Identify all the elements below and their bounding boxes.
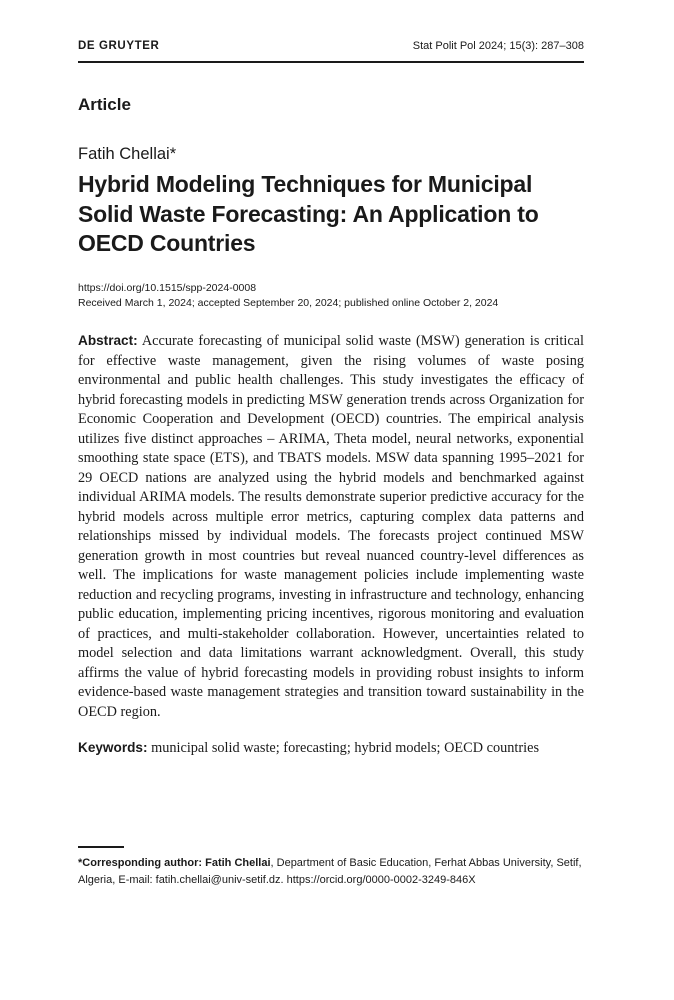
- running-header: [78, 40, 584, 60]
- publication-dates: Received March 1, 2024; accepted September 20, 2024; published online October 2, 2024: [78, 297, 499, 309]
- publisher-name: DE GRUYTER: [78, 40, 160, 52]
- journal-citation: Stat Polit Pol 2024; 15(3): 287–308: [412, 40, 584, 52]
- article-page: [78, 0, 584, 1000]
- article-meta: [78, 281, 498, 311]
- header-rule: [78, 61, 584, 63]
- keywords-label: Keywords:: [78, 740, 148, 755]
- author-name: Fatih Chellai*: [78, 145, 177, 163]
- abstract: [78, 331, 584, 722]
- abstract-text: Accurate forecasting of municipal solid waste (MSW) generation is critical for effective waste management, given the rising volumes of waste posing environmental and public health challenges. This study investigates the efficacy of hybrid forecasting models in predicting MSW generation trends across Organization for Economic Cooperation and Development (OECD) countries. The empirical analysis utilizes five distinct approaches – ARIMA, Theta model, neural networks, exponential smoothing state space (ETS), and TBATS models. MSW data spanning 1995–2021 for 29 OECD nations are analyzed using the hybrid models and benchmarked against individual ARIMA models. The results demonstrate superior predictive accuracy for the hybrid models across multiple error metrics, capturing complex data patterns and relationships missed by individual models. The forecasts project continued MSW generation growth in most countries but reveal nuanced country-level differences as well. The implications for waste management policies include implementing waste reduction and recycling programs, investing in infrastructure and technology, enhancing public education, implementing pricing incentives, rigorous monitoring and evaluation of practices, and multi-stakeholder collaboration. However, uncertainties related to model selection and data limitations warrant acknowledgment. Overall, this study affirms the value of hybrid forecasting models in providing robust insights to inform evidence-based waste management strategies and transition toward sustainability in the OECD region.: [78, 333, 584, 720]
- keywords-text: municipal solid waste; forecasting; hybrid models; OECD countries: [151, 740, 540, 756]
- abstract-label: Abstract:: [78, 333, 138, 348]
- footnote-text: , Department of Basic Education, Ferhat Abbas University, Setif, Algeria, E-mail: fatih.chellai@univ-setif.dz. https://orcid.org/0000-0002-3249-846X: [78, 857, 582, 886]
- article-type: Article: [78, 95, 131, 114]
- corresponding-author-footnote: [78, 855, 584, 889]
- keywords: [78, 738, 584, 759]
- article-title: Hybrid Modeling Techniques for Municipal Solid Waste Forecasting: An Application to OECD Countries: [78, 171, 539, 256]
- footnote-label: *Corresponding author: Fatih Chellai: [78, 857, 271, 869]
- doi-link[interactable]: https://doi.org/10.1515/spp-2024-0008: [78, 282, 257, 294]
- footnote-rule: [78, 846, 124, 848]
